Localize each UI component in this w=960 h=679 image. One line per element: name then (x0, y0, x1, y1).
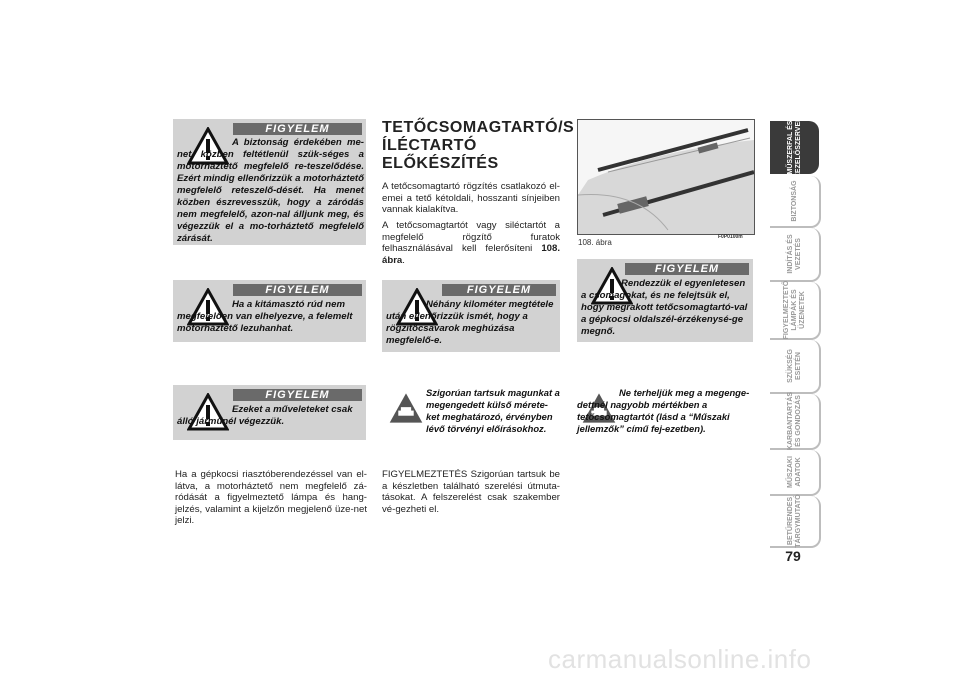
chapter-sidebar (770, 116, 819, 548)
tab-maintenance[interactable] (770, 391, 821, 451)
warning-text-content: Ezeket a műveleteket csak álló járműnél végezzük. (177, 404, 353, 427)
warning-banner: FIGYELEM (233, 123, 362, 135)
tab-label: BIZTONSÁG (790, 180, 798, 222)
installation-paragraph: FIGYELMEZTETÉS Szigorúan tartsuk be a készletben található szerelési útmuta-tásokat. A felszerelést csak szakember vé-gezheti el. (382, 469, 560, 515)
note-text (577, 387, 753, 435)
tab-label: INDÍTÁS ÉS VEZETÉS (786, 234, 802, 274)
section-title (382, 119, 575, 173)
warning-text (177, 404, 364, 428)
warning-banner: FIGYELEM (442, 284, 556, 296)
tab-technical-data[interactable] (770, 450, 821, 496)
tab-label: FIGYELMEZTETŐ LÁMPÁK ÉS ÜZENETEK (782, 280, 806, 340)
warning-box-bolts (382, 280, 560, 352)
tab-label: MŰSZAKI ADATOK (786, 456, 802, 488)
warning-box-load-distribution (577, 259, 753, 342)
warning-text (177, 137, 364, 245)
note-text-content: Ne terheljük meg a megenge-dettnél nagyobb mértékben a tetőcsomagtartót (lásd a “Műszaki jellemzők” című fej-ezetben). (577, 387, 750, 434)
tab-label: KARBANTARTÁS ÉS GONDOZÁS (786, 391, 802, 451)
section-title-line: TETŐCSOMAGTARTÓ/S (382, 119, 575, 136)
warning-banner: FIGYELEM (233, 284, 362, 296)
roof-rails-illustration (578, 120, 754, 234)
roof-photo (577, 119, 755, 235)
mounting-paragraph (382, 220, 560, 266)
figure-caption: 108. ábra (578, 238, 612, 247)
tab-safety[interactable] (770, 176, 821, 228)
page-number: 79 (785, 548, 801, 564)
mounting-text: A tetőcsomagtartót vagy siléctartót a megfelelő rögzítő furatok felhasználásával kell felerősíteni (382, 220, 560, 254)
roof-rail-paragraph: A tetőcsomagtartó rögzítés csatlakozó el-emei a tető kétoldali, hosszanti sínjeiben vannak kialakítva. (382, 181, 560, 215)
tab-dashboard-controls[interactable] (770, 116, 819, 179)
tab-label: SZÜKSÉG ESETÉN (786, 349, 802, 383)
figure-code: F0P0100m (718, 234, 743, 240)
warning-text-content: Ha a kitámasztó rúd nem megfelelően van elhelyezve, a felemelt motorháztető lezuhanhat. (177, 299, 353, 334)
warning-text-content: Rendezzük el egyenletesen a csomagokat, és ne felejtsük el, hogy megrakott tetőcsomagtartó-val a gépkocsi oldalszél-érzékenysé-ge megnő. (581, 278, 748, 337)
warning-text (581, 278, 751, 338)
tab-label: BETŰRENDES TÁRGYMUTATÓ (786, 494, 802, 548)
warning-banner: FIGYELEM (233, 389, 362, 401)
warning-box-support-rod (173, 280, 366, 342)
warning-box-stationary (173, 385, 366, 440)
section-title-line: ÍLÉCTARTÓ (382, 137, 477, 154)
watermark: carmanualsonline.info (548, 644, 812, 674)
warning-box-hood-latch (173, 119, 366, 245)
warning-text-content: Néhány kilométer megtétele után ellenőrizzük ismét, hogy a rögzítőcsavarok meghúzása megfelelő-e. (386, 299, 554, 346)
section-title-line: ELŐKÉSZÍTÉS (382, 155, 499, 172)
warning-text-content: A biztonság érdekében me-net közben feltétlenül szük-séges a motorháztető megfelelő re-teszelődése. Ezért mindig ellenőrizzük a motorháztető megfelelő reteszelő-dését. Ha menet közben észrevesszük, hogy a záródás nem megfelelő, azon-nal álljunk meg, és végezzük el a mo-torháztető megfelelő zárását. (177, 137, 364, 244)
alarm-paragraph: Ha a gépkocsi riasztóberendezéssel van el-látva, a motorháztető nem megfelelő zá-ródását a figyelmeztető lámpa és hang-jelzés, valamint a kijelzőn megjelenő üze-net jelzi. (175, 469, 367, 526)
tab-emergency[interactable] (770, 340, 821, 394)
tab-label: MŰSZERFAL ÉS KEZELŐSZERVEK (786, 116, 802, 179)
environment-warning-icon (388, 391, 424, 425)
warning-banner: FIGYELEM (625, 263, 749, 275)
note-box-load-limit (577, 383, 753, 451)
figure-reference: 108. ábra (382, 243, 560, 266)
mounting-text-end: . (402, 254, 405, 266)
tab-starting-driving[interactable] (770, 228, 821, 282)
note-text: Szigorúan tartsuk magunkat a megengedett külső mérete-ket meghatározó, érvényben lévő törvényi előírásokhoz. (426, 387, 560, 434)
warning-text (177, 299, 364, 335)
tab-index[interactable] (770, 496, 821, 548)
tab-warning-lights[interactable] (770, 282, 821, 340)
note-box-dimensions (382, 383, 560, 440)
warning-text (386, 299, 558, 347)
